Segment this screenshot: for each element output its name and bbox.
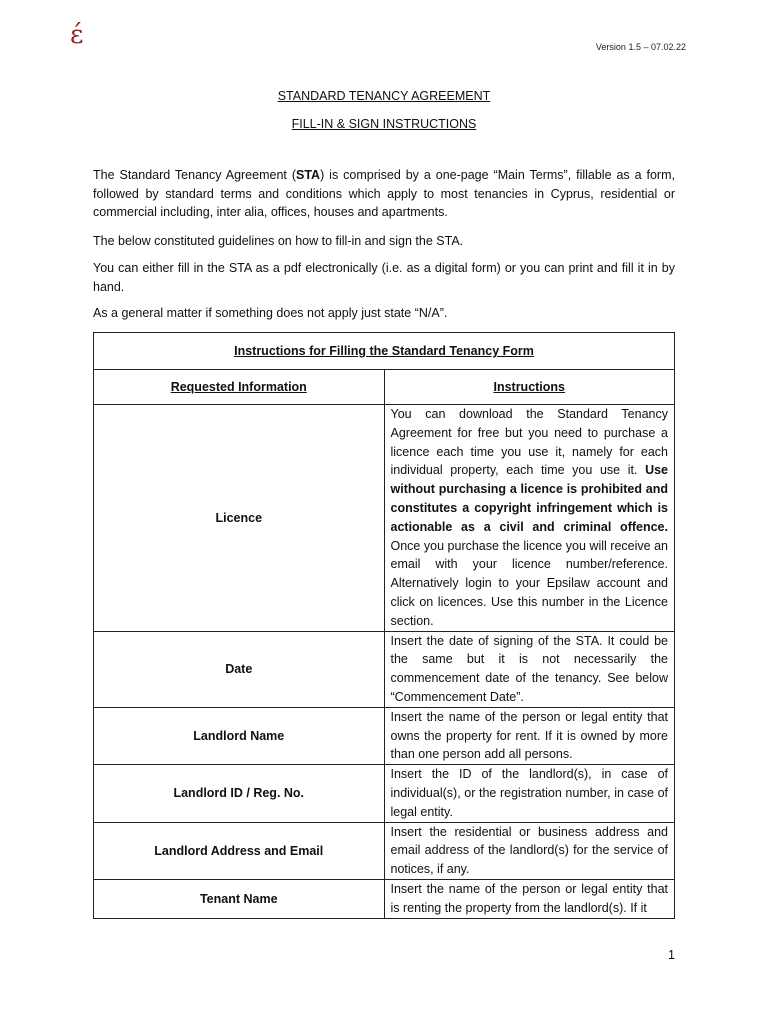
intro-text: The Standard Tenancy Agreement ( [93,168,296,182]
table-row [94,822,675,879]
document-subtitle: FILL-IN & SIGN INSTRUCTIONS [291,117,477,131]
intro-paragraph-4: As a general matter if something does not apply just state “N/A”. [93,306,448,320]
version-label: Version 1.5 – 07.02.22 [595,42,686,52]
row-label-tenant-name: Tenant Name [94,879,385,918]
page-number: 1 [668,948,675,962]
table-row [94,707,675,764]
row-label-licence: Licence [94,405,385,632]
table-header-row [94,370,675,405]
row-instruction-licence [384,405,675,632]
column-header-instructions: Instructions [384,370,675,405]
intro-paragraph-2: The below constituted guidelines on how to fill-in and sign the STA. [93,234,464,248]
instruction-text: Once you purchase the licence you will receive an email with your licence number/reference. Alternatively login to your Epsilaw account and click on licences. Use this number in the Licence section. [390,538,668,628]
row-label-landlord-name: Landlord Name [94,707,385,764]
row-instruction-landlord-name: Insert the name of the person or legal entity that owns the property for rent. If it is owned by more than one person add all persons. [384,707,675,764]
table-caption: Instructions for Filling the Standard Tenancy Form [94,333,675,370]
row-label-landlord-id: Landlord ID / Reg. No. [94,765,385,822]
intro-sta-abbrev: STA [295,168,321,182]
table-row [94,405,675,632]
table-caption-row [94,333,675,370]
table-row [94,879,675,918]
table-row [94,631,675,707]
intro-text: ) is comprised by a one-page “Main Terms”, fillable as a form, followed by standard terms and conditions which apply to most tenancies in Cyprus, residential or commercial including, inter alia, offices, houses and apartments. [93,168,675,219]
row-instruction-landlord-id: Insert the ID of the landlord(s), in case of individual(s), or the registration number, in case of legal entity. [384,765,675,822]
document-title: STANDARD TENANCY AGREEMENT [277,89,491,103]
row-label-landlord-address: Landlord Address and Email [94,822,385,879]
row-instruction-date: Insert the date of signing of the STA. It could be the same but it is not necessarily the commencement date of the tenancy. See below “Commencement Date”. [384,631,675,707]
row-instruction-tenant-name: Insert the name of the person or legal entity that is renting the property from the landlord(s). If it [384,879,675,918]
row-instruction-landlord-address: Insert the residential or business address and email address of the landlord(s) for the service of notices, if any. [384,822,675,879]
row-label-date: Date [94,631,385,707]
intro-paragraph-1 [93,166,675,222]
table-row [94,765,675,822]
instruction-warning: Use without purchasing a licence is prohibited and constitutes a copyright infringement which is actionable as a civil and criminal offence. [390,463,668,534]
intro-paragraph-3: You can either fill in the STA as a pdf electronically (i.e. as a digital form) or you can print and fill it in by hand. [93,261,675,294]
column-header-requested-information: Requested Information [94,370,385,405]
instructions-table [93,332,675,919]
epsilaw-logo: έ [70,20,84,50]
instruction-text: You can download the Standard Tenancy Agreement for free but you need to purchase a licence each time you use it, namely for each individual property, each time you use it. [390,407,668,478]
